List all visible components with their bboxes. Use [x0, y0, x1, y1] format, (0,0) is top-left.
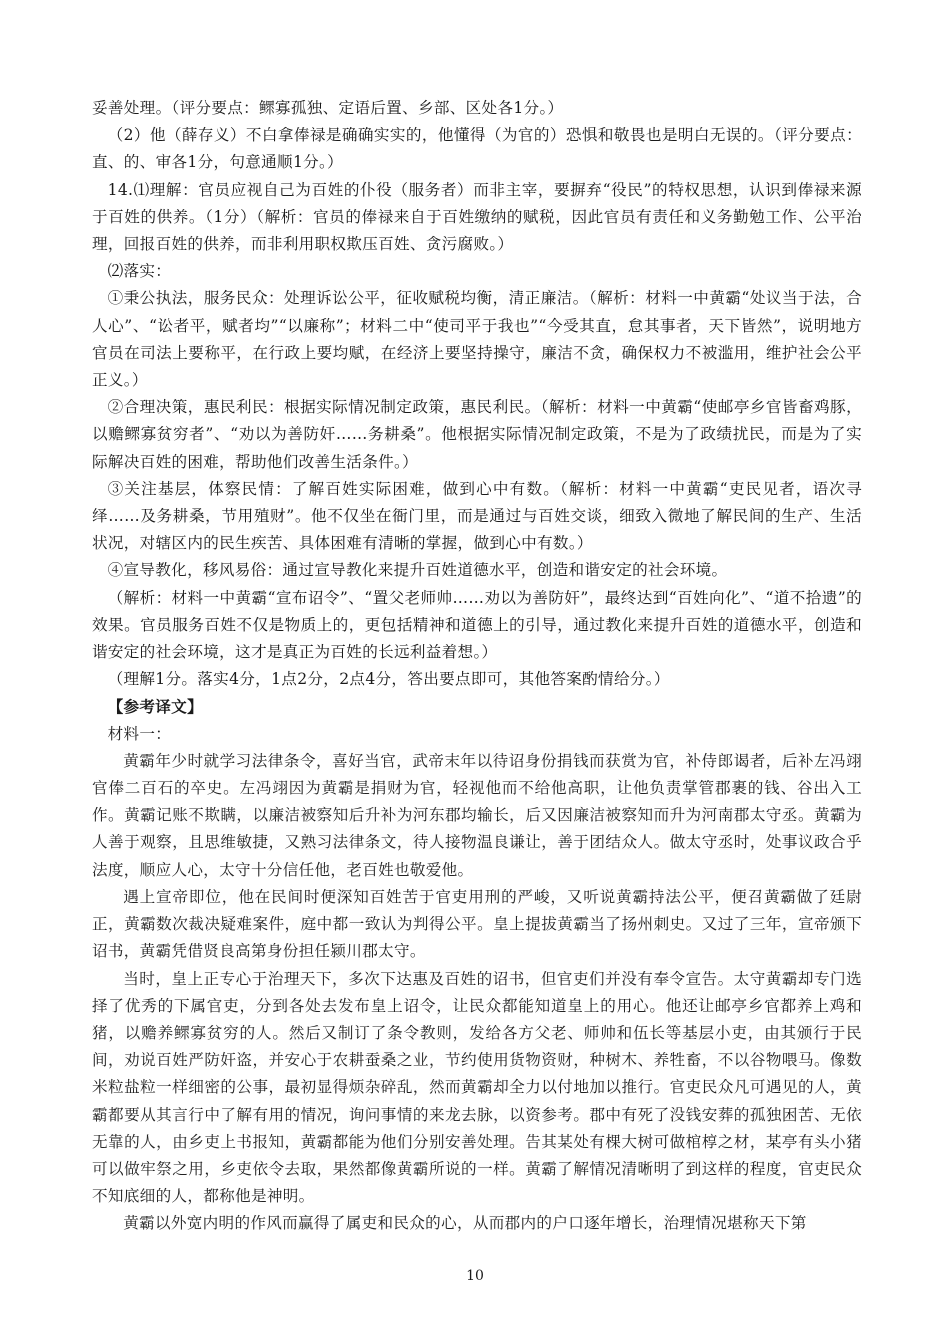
paragraph: 遇上宣帝即位，他在民间时便深知百姓苦于官吏用刑的严峻，又听说黄霸持法公平，便召黄霸做了廷尉正，黄霸数次裁决疑难案件，庭中都一致认为判得公平。皇上提拔黄霸当了扬州刺史。又过了三年，宣帝颁下诏书，黄霸凭借贤良高第身份担任颍川郡太守。: [92, 887, 862, 961]
paragraph: ②合理决策，惠民利民：根据实际情况制定政策，惠民利民。（解析：材料一中黄霸“使邮亭乡官皆畜鸡豚，以赡鳏寡贫穷者”、“劝以为善防奸……务耕桑”。他根据实际情况制定政策，不是为了政绩扰民，而是为了实际解决百姓的困难，帮助他们改善生活条件。）: [92, 398, 862, 471]
paragraph: 黄霸年少时就学习法律条令，喜好当官，武帝末年以待诏身份捐钱而获赏为官，补侍郎谒者，后补左冯翊官俸二百石的卒史。左冯翊因为黄霸是捐财为官，轻视他而不给他高职，让他负责掌管郡裹的钱、谷出入工作。黄霸记账不欺瞒，以廉洁被察知后升补为河东郡均输长，后又因廉洁被察知而升为河南郡太守丞。黄霸为人善于观察，且思维敏捷，又熟习法律条文，待人接物温良谦让，善于团结众人。做太守丞时，处事议政合乎法度，顺应人心，太守十分信任他，老百姓也敬爱他。: [92, 751, 862, 879]
paragraph: ③关注基层，体察民情：了解百姓实际困难，做到心中有数。（解析：材料一中黄霸“吏民见者，语次寻绎……及务耕桑，节用殖财”。他不仅坐在衙门里，而是通过与百姓交谈，细致入微地了解民间的生产、生活状况，对辖区内的民生疾苦、具体困难有清晰的掌握，做到心中有数。）: [92, 479, 862, 553]
paragraph: ⑵落实：: [107, 262, 172, 281]
page-number: 10: [466, 1268, 484, 1284]
paragraph: 妥善处理。（评分要点：鳏寡孤独、定语后置、乡部、区处各1分。）: [92, 99, 564, 117]
paragraph: ④宣导教化，移风易俗：通过宣导教化来提升百姓道德水平，创造和谐安定的社会环境。: [107, 561, 728, 580]
paragraph: （理解1分。落实4分，1点2分，2点4分，答出要点即可，其他答案酌情给分。）: [107, 670, 670, 689]
paragraph: ①秉公执法，服务民众：处理诉讼公平，征收赋税均衡，清正廉洁。（解析：材料一中黄霸“处议当于法，合人心”、“讼者平，赋者均”“以廉称”；材料二中“使司平于我也”“今受其直，怠其事者，天下皆然”，说明地方官员在司法上要称平，在行政上要均赋，在经济上要坚持操守，廉洁不贪，确保权力不被滥用，维护社会公平正义。）: [92, 289, 862, 390]
paragraph: 【参考译文】: [107, 697, 203, 717]
paragraph: 材料一：: [107, 724, 172, 743]
paragraph: 黄霸以外宽内明的作风而赢得了属吏和民众的心，从而郡内的户口逐年增长，治理情况堪称天下第: [123, 1214, 807, 1233]
paragraph: （2）他（薛存义）不白拿俸禄是确确实实的，他懂得（为官的）恐惧和敬畏也是明白无误的。（评分要点：直、的、审各1分，句意通顺1分。）: [92, 126, 862, 172]
paragraph: （解析：材料一中黄霸“宣布诏令”、“置父老师帅……劝以为善防奸”，最终达到“百姓向化”、“道不拾遗”的效果。官员服务百姓不仅是物质上的，更包括精神和道德上的引导，通过教化来提升百姓的道德水平，创造和谐安定的社会环境，这才是真正为百姓的长远利益着想。）: [92, 588, 862, 662]
paragraph: 14.⑴理解：官员应视自己为百姓的仆役（服务者）而非主宰，要摒弃“役民”的特权思想，认识到俸禄来源于百姓的供养。（1分）（解析：官员的俸禄来自于百姓缴纳的赋税，因此官员有责任和义务勤勉工作、公平治理，回报百姓的供养，而非利用职权欺压百姓、贪污腐败。）: [92, 180, 862, 254]
paragraph: 当时，皇上正专心于治理天下，多次下达惠及百姓的诏书，但官吏们并没有奉令宣告。太守黄霸却专门选择了优秀的下属官吏，分到各处去发布皇上诏令，让民众都能知道皇上的用心。他还让邮亭乡官都养上鸡和猪，以赡养鳏寡贫穷的人。然后又制订了条令教则，发给各方父老、师帅和伍长等基层小吏，由其颁行于民间，劝说百姓严防奸盗，并安心于农耕蚕桑之业，节约使用货物资财，种树木、养牲畜，不以谷物喂马。像数米粒盐粒一样细密的公事，最初显得烦杂碎乱，然而黄霸却全力以付地加以推行。官吏民众凡可遇见的人，黄霸都要从其言行中了解有用的情况，询问事情的来龙去脉，以资参考。郡中有死了没钱安葬的孤独困苦、无依无靠的人，由乡吏上书报知，黄霸都能为他们分别安善处理。告其某处有棵大树可做棺椁之材，某亭有头小猪可以做牢祭之用，乡吏依令去取，果然都像黄霸所说的一样。黄霸了解情况清晰明了到这样的程度，官吏民众不知底细的人，都称他是神明。: [92, 969, 862, 1206]
document-body: [92, 95, 862, 1238]
